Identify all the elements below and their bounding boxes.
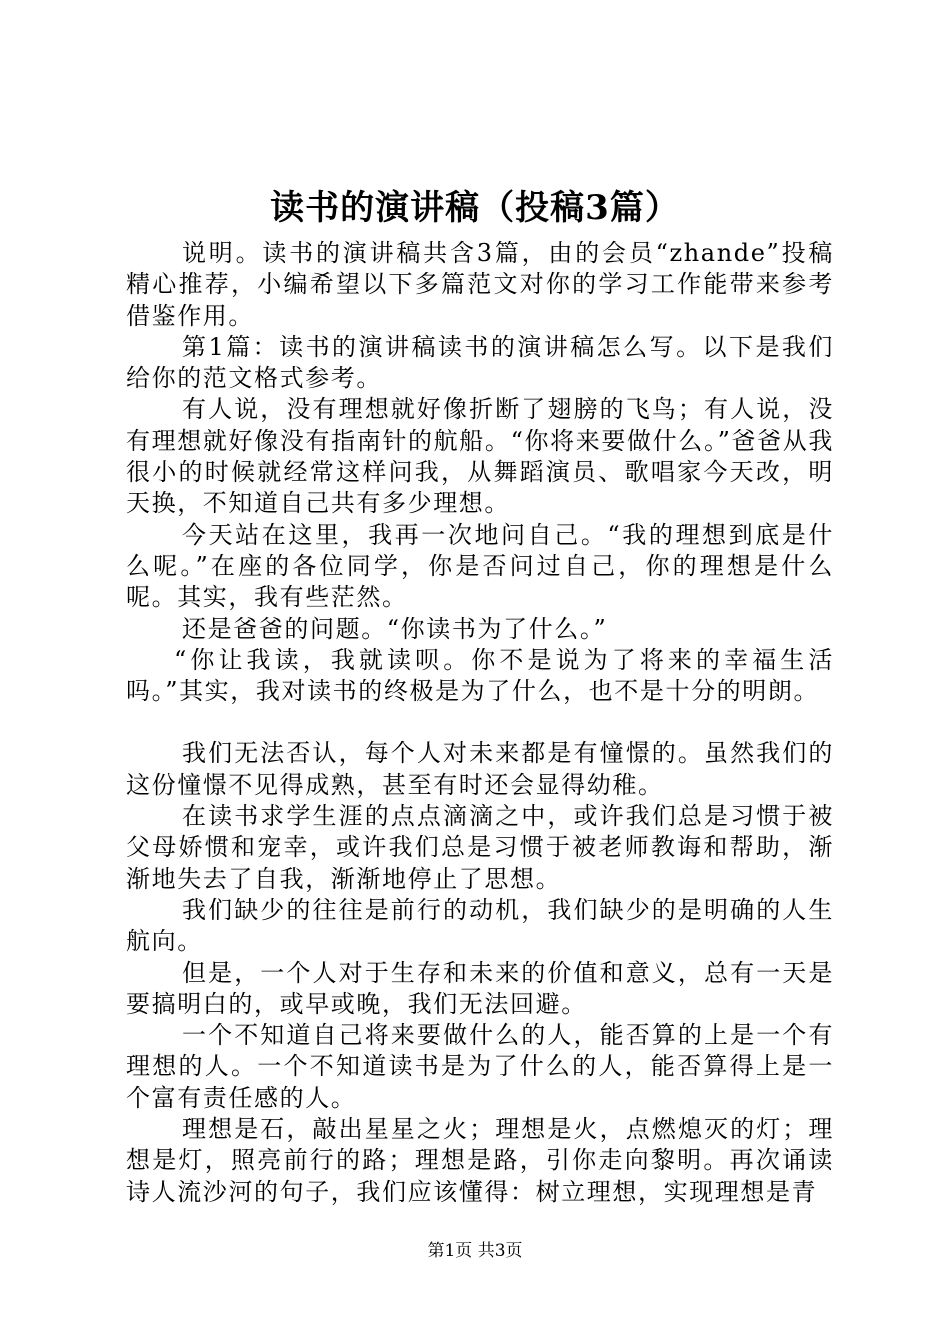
paragraph: 理想是石，敲出星星之火；理想是火，点燃熄灭的灯；理想是灯，照亮前行的路；理想是路，引你走向黎明。再次诵读诗人流沙河的句子，我们应该懂得：树立理想，实现理想是青 [126,1115,834,1206]
paragraph: 还是爸爸的问题。“你读书为了什么。” [182,614,608,643]
paragraph: 有人说，没有理想就好像折断了翅膀的飞鸟；有人说，没有理想就好像没有指南针的航船。“你将来要做什么。”爸爸从我很小的时候就经常这样问我，从舞蹈演员、歌唱家今天改，明天换，不知道自己共有多少理想。 [126,395,834,518]
paragraph: “你让我读，我就读呗。你不是说为了将来的幸福生活吗。”其实，我对读书的终极是为了什么，也不是十分的明朗。 [126,645,834,706]
paragraph: 今天站在这里，我再一次地问自己。“我的理想到底是什么呢。”在座的各位同学，你是否问过自己，你的理想是什么呢。其实，我有些茫然。 [126,520,834,612]
paragraph: 在读书求学生涯的点点滴滴之中，或许我们总是习惯于被父母娇惯和宠幸，或许我们总是习惯于被老师教诲和帮助，渐渐地失去了自我，渐渐地停止了思想。 [126,802,834,893]
paragraph: 一个不知道自己将来要做什么的人，能否算的上是一个有理想的人。一个不知道读书是为了什么的人，能否算得上是一个富有责任感的人。 [126,1021,834,1112]
document-body [126,238,834,1208]
paragraph: 我们缺少的往往是前行的动机，我们缺少的是明确的人生航向。 [126,895,834,956]
paragraph-intro: 说明。读书的演讲稿共含3篇，由的会员“zhande”投稿精心推荐，小编希望以下多篇范文对你的学习工作能带来参考借鉴作用。 [126,239,834,330]
page-number-footer: 第1页 共3页 [427,1241,523,1261]
paragraph-chapter-heading: 第1篇：读书的演讲稿读书的演讲稿怎么写。以下是我们给你的范文格式参考。 [126,332,834,393]
document-title: 读书的演讲稿（投稿3篇） [270,188,680,228]
paragraph: 但是，一个人对于生存和未来的价值和意义，总有一天是要搞明白的，或早或晚，我们无法回避。 [126,958,834,1018]
paragraph: 我们无法否认，每个人对未来都是有憧憬的。虽然我们的这份憧憬不见得成熟，甚至有时还会显得幼稚。 [126,739,834,799]
